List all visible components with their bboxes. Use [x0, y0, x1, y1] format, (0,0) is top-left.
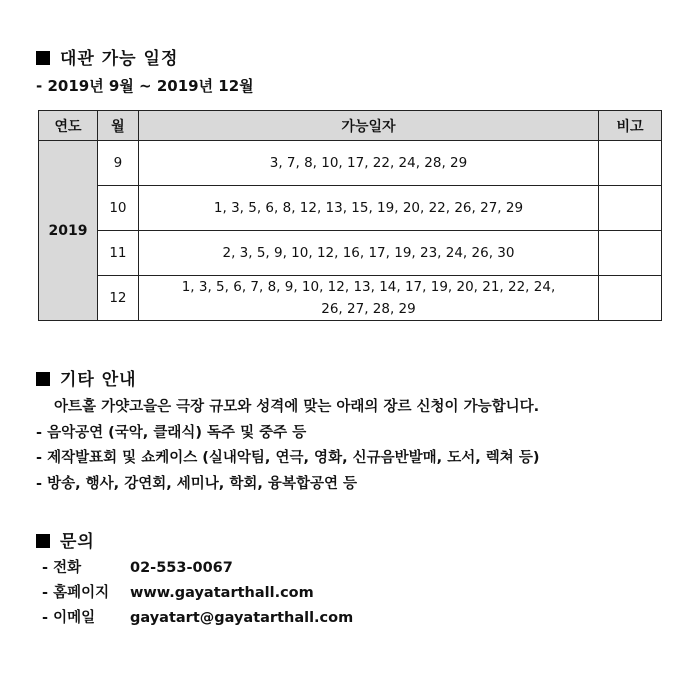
- note-cell: [599, 141, 662, 186]
- table-row: [39, 186, 662, 231]
- contact-homepage: [42, 581, 314, 602]
- square-bullet-icon: [36, 372, 50, 386]
- note-cell: [599, 276, 662, 321]
- table-row: [39, 231, 662, 276]
- schedule-heading: [36, 44, 178, 69]
- month-cell: 12: [97, 276, 138, 321]
- email-link[interactable]: gayatart@gayatarthall.com: [130, 610, 354, 626]
- month-cell: 10: [97, 186, 138, 231]
- contact-label: - 홈페이지: [42, 585, 110, 601]
- info-item: - 음악공연 (국악, 클래식) 독주 및 중주 등: [36, 425, 307, 441]
- homepage-link[interactable]: www.gayatarthall.com: [130, 585, 314, 601]
- header-month: 월: [97, 111, 138, 141]
- contact-heading: [36, 527, 95, 552]
- contact-email: [42, 606, 353, 627]
- table-row: [39, 276, 662, 321]
- header-note: 비고: [599, 111, 662, 141]
- schedule-table: [38, 110, 662, 321]
- year-cell: 2019: [39, 141, 98, 321]
- contact-title: 문의: [60, 532, 95, 552]
- info-item: - 제작발표회 및 쇼케이스 (실내악팀, 연극, 영화, 신규음반발매, 도서, 렉쳐 등): [36, 450, 540, 466]
- info-item: - 방송, 행사, 강연회, 세미나, 학회, 융복합공연 등: [36, 476, 358, 492]
- schedule-period: - 2019년 9월 ~ 2019년 12월: [36, 77, 254, 95]
- contact-label: - 이메일: [42, 610, 96, 626]
- note-cell: [599, 186, 662, 231]
- header-year: 연도: [39, 111, 98, 141]
- month-cell: 11: [97, 231, 138, 276]
- contact-label: - 전화: [42, 560, 82, 576]
- month-cell: 9: [97, 141, 138, 186]
- header-dates: 가능일자: [138, 111, 598, 141]
- info-title: 기타 안내: [60, 370, 137, 390]
- phone-value: 02-553-0067: [130, 560, 233, 576]
- dates-cell: 2, 3, 5, 9, 10, 12, 16, 17, 19, 23, 24, 26, 30: [138, 231, 598, 276]
- dates-line-1: 1, 3, 5, 6, 7, 8, 9, 10, 12, 13, 14, 17, 19, 20, 21, 22, 24,: [181, 279, 556, 295]
- info-intro: 아트홀 가얏고을은 극장 규모와 성격에 맞는 아래의 장르 신청이 가능합니다.: [54, 399, 540, 415]
- table-header-row: [39, 111, 662, 141]
- schedule-title: 대관 가능 일정: [60, 49, 179, 69]
- dates-line-2: 26, 27, 28, 29: [321, 301, 416, 317]
- table-row: [39, 141, 662, 186]
- note-cell: [599, 231, 662, 276]
- square-bullet-icon: [36, 534, 50, 548]
- dates-cell: 3, 7, 8, 10, 17, 22, 24, 28, 29: [138, 141, 598, 186]
- dates-cell: [138, 276, 598, 321]
- info-heading: [36, 365, 137, 390]
- dates-cell: 1, 3, 5, 6, 8, 12, 13, 15, 19, 20, 22, 26, 27, 29: [138, 186, 598, 231]
- square-bullet-icon: [36, 51, 50, 65]
- contact-phone: [42, 556, 233, 577]
